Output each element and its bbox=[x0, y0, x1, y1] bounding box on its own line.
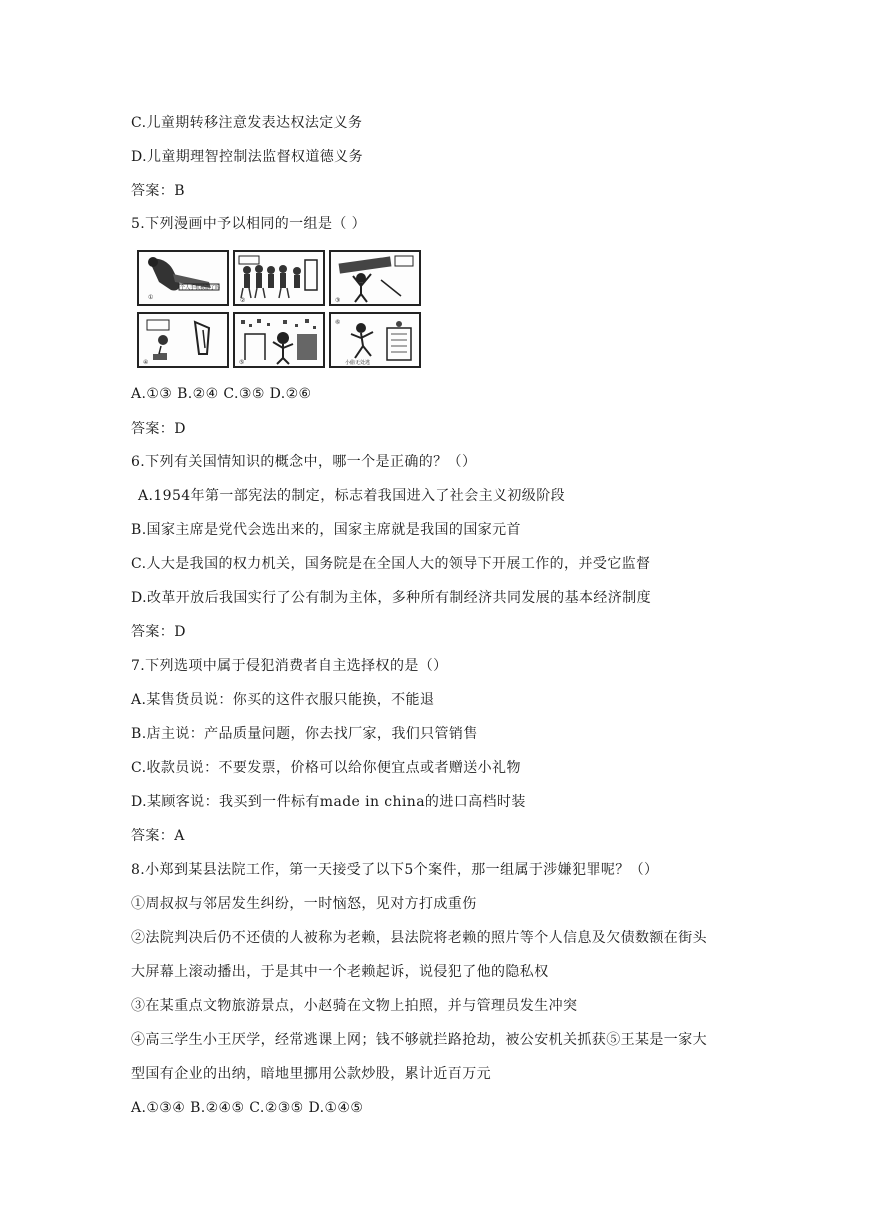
q7-option-a: A.某售货员说：你买的这件衣服只能换，不能退 bbox=[131, 692, 435, 708]
comic-caption-1: 个人手机被偷了吗 bbox=[180, 285, 221, 291]
q4-option-d: D.儿童期理智控制法监督权道德义务 bbox=[131, 149, 363, 165]
q7-stem: 7.下列选项中属于侵犯消费者自主选择权的是（） bbox=[131, 658, 448, 674]
q4-option-c: C.儿童期转移注意发表达权法定义务 bbox=[131, 115, 363, 131]
q8-stem: 8.小郑到某县法院工作，第一天接受了以下5个案件，那一组属于涉嫌犯罪呢？（） bbox=[131, 862, 659, 878]
q8-case-4-line-1: ④高三学生小王厌学，经常逃课上网；钱不够就拦路抢劫，被公安机关抓获⑤王某是一家大 bbox=[131, 1032, 707, 1048]
comic-strip-image bbox=[131, 248, 424, 370]
comic-caption-6: 小偷无处逃 bbox=[345, 360, 371, 366]
comic-panel-2 bbox=[233, 250, 325, 306]
comic-label-6: ⑥ bbox=[335, 319, 341, 326]
q7-option-d: D.某顾客说：我买到一件标有made in china的进口高档时装 bbox=[131, 794, 526, 810]
comic-label-4: ④ bbox=[143, 359, 149, 366]
q6-stem: 6.下列有关国情知识的概念中，哪一个是正确的？（） bbox=[131, 454, 477, 470]
comic-panel-4 bbox=[137, 312, 229, 368]
comic-panel-6 bbox=[329, 312, 421, 368]
q8-case-4-line-2: 型国有企业的出纳，暗地里挪用公款炒股，累计近百万元 bbox=[131, 1066, 491, 1082]
comic-panel-5 bbox=[233, 312, 325, 368]
comic-label-2: ② bbox=[240, 297, 246, 304]
q8-case-1: ①周叔叔与邻居发生纠纷，一时恼怒，见对方打成重伤 bbox=[131, 896, 477, 912]
q7-option-b: B.店主说：产品质量问题，你去找厂家，我们只管销售 bbox=[131, 726, 478, 742]
q5-options: A.①③ B.②④ C.③⑤ D.②⑥ bbox=[131, 386, 312, 402]
comic-label-1: ① bbox=[148, 294, 154, 301]
q6-option-b: B.国家主席是党代会选出来的，国家主席就是我国的国家元首 bbox=[131, 522, 521, 538]
comic-panel-1 bbox=[137, 250, 229, 306]
q6-option-d: D.改革开放后我国实行了公有制为主体，多种所有制经济共同发展的基本经济制度 bbox=[131, 590, 651, 606]
comic-panel-3 bbox=[329, 250, 421, 306]
q6-option-c: C.人大是我国的权力机关，国务院是在全国人大的领导下开展工作的，并受它监督 bbox=[131, 556, 651, 572]
q5-stem: 5.下列漫画中予以相同的一组是（ ） bbox=[131, 216, 367, 232]
q8-options: A.①③④ B.②④⑤ C.②③⑤ D.①④⑤ bbox=[131, 1100, 364, 1116]
q5-answer: 答案：D bbox=[131, 421, 186, 437]
q7-option-c: C.收款员说：不要发票，价格可以给你便宜点或者赠送小礼物 bbox=[131, 760, 521, 776]
comic-label-3: ③ bbox=[335, 297, 341, 304]
q6-answer: 答案：D bbox=[131, 624, 186, 640]
q7-answer: 答案：A bbox=[131, 828, 185, 844]
q8-case-2-line-1: ②法院判决后仍不还债的人被称为老赖，县法院将老赖的照片等个人信息及欠债数额在街头 bbox=[131, 930, 707, 946]
q4-answer: 答案：B bbox=[131, 183, 185, 199]
q8-case-2-line-2: 大屏幕上滚动播出，于是其中一个老赖起诉，说侵犯了他的隐私权 bbox=[131, 964, 549, 980]
comic-label-5: ⑤ bbox=[239, 359, 245, 366]
q6-option-a: A.1954年第一部宪法的制定，标志着我国进入了社会主义初级阶段 bbox=[138, 488, 565, 504]
q8-case-3: ③在某重点文物旅游景点，小赵骑在文物上拍照，并与管理员发生冲突 bbox=[131, 998, 578, 1014]
